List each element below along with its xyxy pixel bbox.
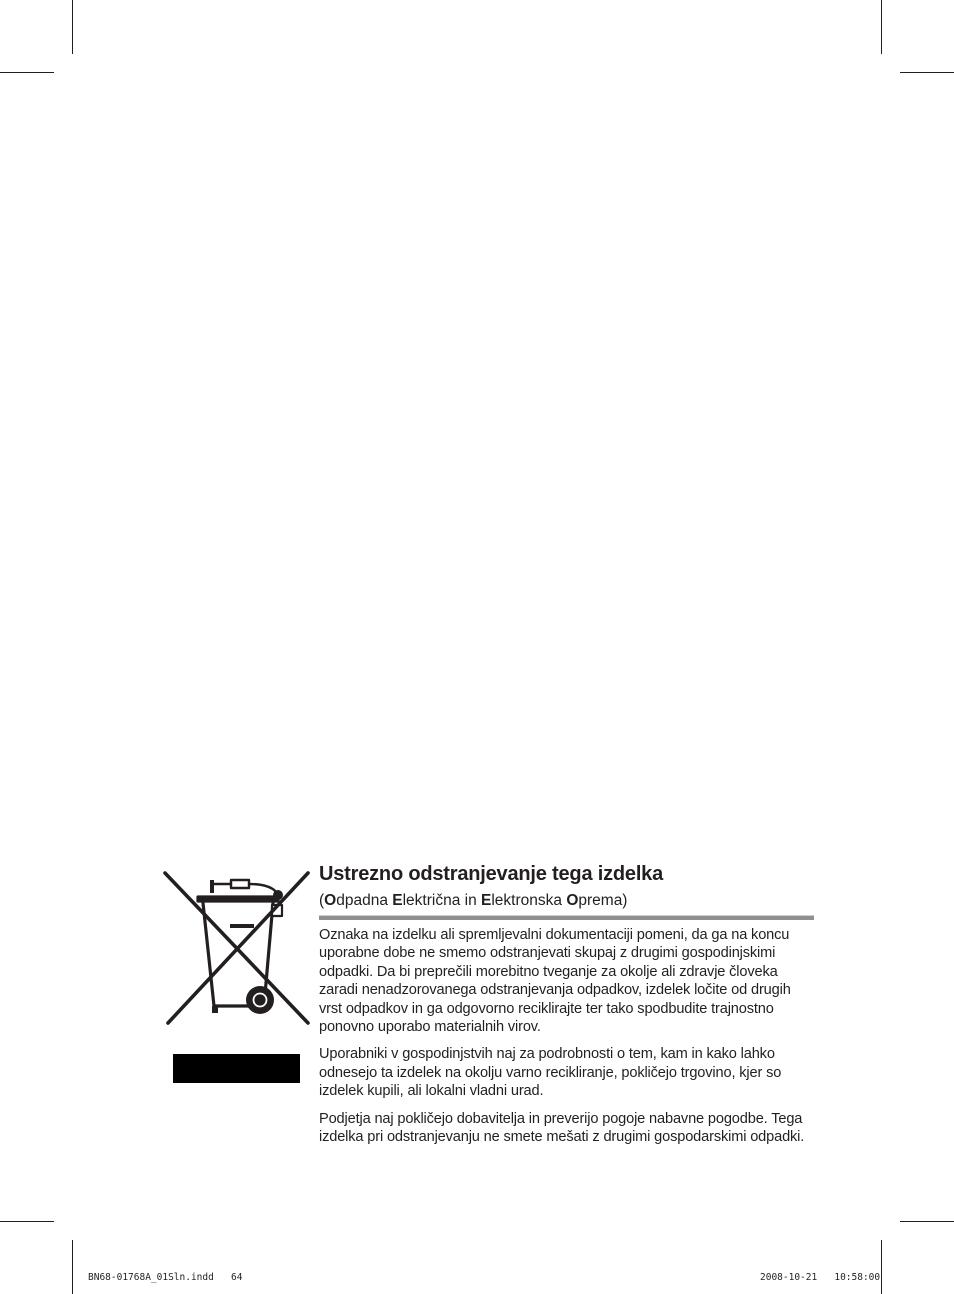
paragraph-business-users: Podjetja naj pokličejo dobavitelja in preverijo pogoje nabavne pogodbe. Tega izdelka pri odstranjevanju ne smete mešati z drugimi gospodarskimi odpadki. [319, 1110, 805, 1146]
footer-file-info: BN68-01768A_01Sln.indd 64 [88, 1272, 243, 1283]
paragraph-household-users: Uporabniki v gospodinjstvih naj za podrobnosti o tem, kam in kako lahko odnesejo ta izdelek na okolju varno recikliranje, pokličejo trgovino, kjer so izdelek kupili, ali lokalni vladni urad. [319, 1046, 782, 1100]
crop-mark-top-right-vertical [881, 0, 882, 54]
crop-mark-bottom-right-vertical [881, 1240, 882, 1294]
section-divider [319, 915, 814, 920]
section-subtitle: (Odpadna Električna in Elektronska Oprema) [319, 892, 628, 909]
black-bar [173, 1054, 300, 1083]
paragraph-marking: Oznaka na izdelku ali spremljevalni dokumentaciji pomeni, da ga na koncu uporabne dobe ne smemo odstranjevati skupaj z drugimi gospodinjskimi odpadki. Da bi preprečili morebitno tveganje za okolje ali zdravje človeka zaradi nenadzorovanega odstranjevanja odpadkov, izdelek ločite od drugih vrst odpadkov in ga odgovorno reciklirajte ter tako spodbudite trajnostno ponovno uporabo materialnih virov. [319, 927, 791, 1036]
footer-timestamp: 2008-10-21 10:58:00 [760, 1272, 881, 1283]
crop-mark-top-left-vertical [72, 0, 73, 54]
crossed-out-wheeled-bin-icon [160, 866, 316, 1028]
crop-mark-top-left-horizontal [0, 72, 54, 73]
crop-mark-bottom-left-horizontal [0, 1221, 54, 1222]
disposal-section [319, 862, 814, 1155]
crop-mark-top-right-horizontal [900, 72, 954, 73]
crop-mark-bottom-left-vertical [72, 1240, 73, 1294]
section-title: Ustrezno odstranjevanje tega izdelka [319, 863, 664, 885]
crop-mark-bottom-right-horizontal [900, 1221, 954, 1222]
